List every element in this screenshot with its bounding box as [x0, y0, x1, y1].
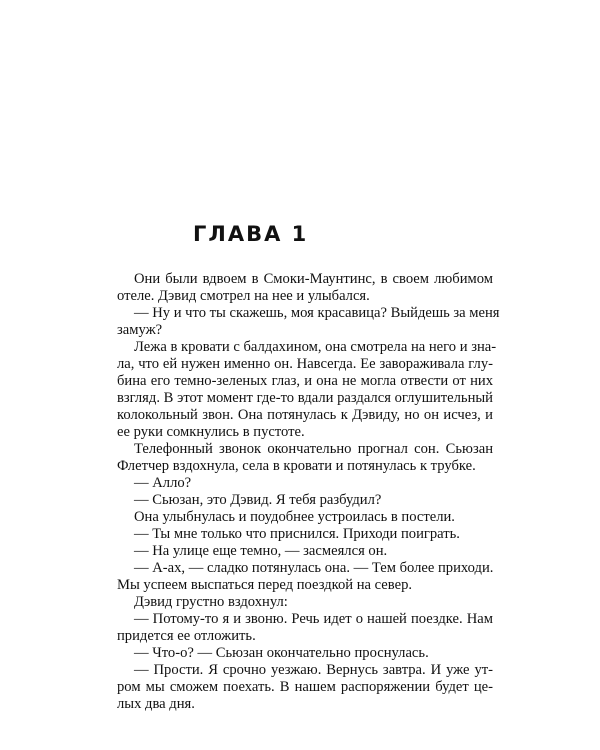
text-line: — Потому-то я и звоню. Речь идет о нашей поездке. Нам [134, 611, 493, 627]
text-line: ла, что ей нужен именно он. Навсегда. Ее завораживала глу- [117, 356, 493, 372]
text-line: — Прости. Я срочно уезжаю. Вернусь завтра. И уже ут- [134, 662, 493, 678]
text-line: — Алло? [134, 475, 192, 491]
text-line: — Сьюзан, это Дэвид. Я тебя разбудил? [134, 492, 382, 508]
text-line: — Что-о? — Сьюзан окончательно проснулась. [134, 645, 429, 661]
text-line: взгляд. В этот момент где-то вдали раздался оглушительный [117, 390, 493, 406]
text-line: колокольный звон. Она потянулась к Дэвиду, но он исчез, и [117, 407, 493, 423]
text-line: — Ты мне только что приснился. Приходи поиграть. [134, 526, 460, 542]
chapter-title: ГЛАВА 1 [193, 222, 309, 246]
text-line: Мы успеем выспаться перед поездкой на север. [117, 577, 413, 593]
text-line: Она улыбнулась и поудобнее устроилась в постели. [134, 509, 455, 525]
text-line: ее руки сомкнулись в пустоте. [117, 424, 305, 440]
text-line: ром мы сможем поехать. В нашем распоряжении будет це- [117, 679, 493, 695]
chapter-text [117, 271, 500, 713]
text-line: — Ну и что ты скажешь, моя красавица? Выйдешь за меня [134, 305, 500, 321]
text-line: бина его темно-зеленых глаз, и она не могла отвести от них [117, 373, 493, 389]
text-line: отеле. Дэвид смотрел на нее и улыбался. [117, 288, 370, 304]
text-line: Дэвид грустно вздохнул: [134, 594, 288, 610]
text-line: Лежа в кровати с балдахином, она смотрела на него и зна- [134, 339, 497, 355]
text-line: придется ее отложить. [117, 628, 256, 644]
text-line: лых два дня. [117, 696, 195, 712]
text-line: замуж? [117, 322, 163, 338]
text-line: — На улице еще темно, — засмеялся он. [134, 543, 388, 559]
text-line: Они были вдвоем в Смоки-Маунтинс, в своем любимом [134, 271, 493, 287]
text-line: Флетчер вздохнула, села в кровати и потянулась к трубке. [117, 458, 476, 474]
text-line: — А-ах, — сладко потянулась она. — Тем более приходи. [134, 560, 494, 576]
text-line: Телефонный звонок окончательно прогнал сон. Сьюзан [134, 441, 493, 457]
